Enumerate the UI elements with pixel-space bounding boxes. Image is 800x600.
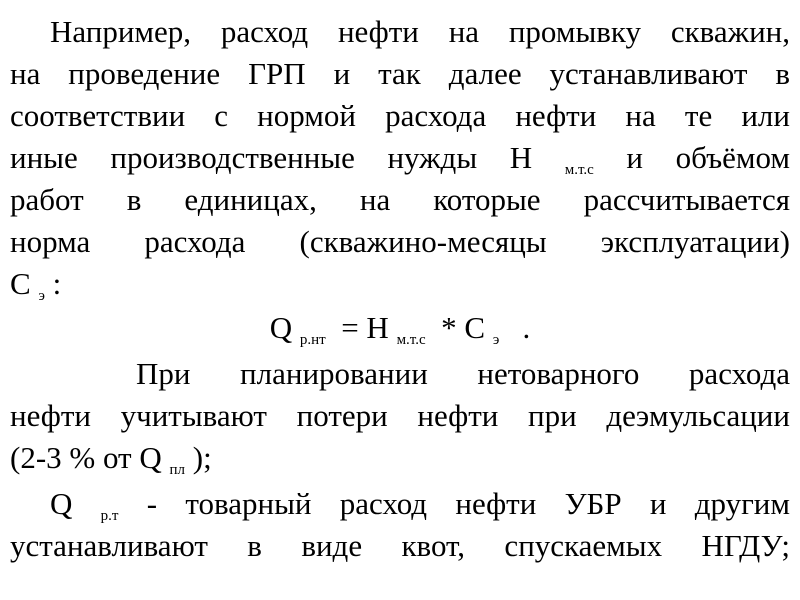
q-symbol: Q (50, 486, 73, 521)
losses-subscript: пл (169, 462, 186, 478)
paragraph2-line3 (10, 438, 790, 490)
paragraph3-line1-tail: - товарный расход нефти УБР и другим (146, 486, 791, 521)
formula-c-subscript: э (492, 332, 500, 348)
formula-equals-h: = Н (341, 310, 389, 345)
line4-tail: и объёмом (626, 140, 791, 175)
paragraph3-line2: устанавливают в виде квот, спускаемых НГДУ; (10, 528, 790, 563)
c-subscript: э (38, 288, 45, 304)
formula-line (0, 308, 800, 360)
paragraph1-line6: норма расхода (скважино-месяцы эксплуатации) (10, 224, 790, 259)
paragraph1-line3: соответствии с нормой расхода нефти на те или (10, 98, 790, 133)
paragraph1-line1: Например, расход нефти на промывку скважин, (50, 14, 790, 49)
norm-subscript: м.т.с (564, 162, 594, 178)
paragraph2-line1: При планировании нетоварного расхода (136, 356, 790, 391)
q-subscript: р.т (100, 508, 119, 524)
paragraph2-line2: нефти учитывают потери нефти при деэмульсации (10, 398, 790, 433)
losses-text: (2-3 % от Q (10, 440, 162, 475)
line4-text: иные производственные нужды Н (10, 140, 533, 175)
paragraph1-line2: на проведение ГРП и так далее устанавливают в (10, 56, 790, 91)
formula-h-subscript: м.т.с (396, 332, 426, 348)
colon: : (52, 266, 62, 301)
formula-q: Q (269, 310, 293, 345)
formula-end: . (522, 310, 531, 345)
paragraph1-line5: работ в единицах, на которые рассчитывается (10, 182, 790, 217)
losses-tail: ); (192, 440, 212, 475)
formula-mult-c: * С (441, 310, 486, 345)
c-symbol: С (10, 266, 31, 301)
formula-q-subscript: р.нт (299, 332, 326, 348)
